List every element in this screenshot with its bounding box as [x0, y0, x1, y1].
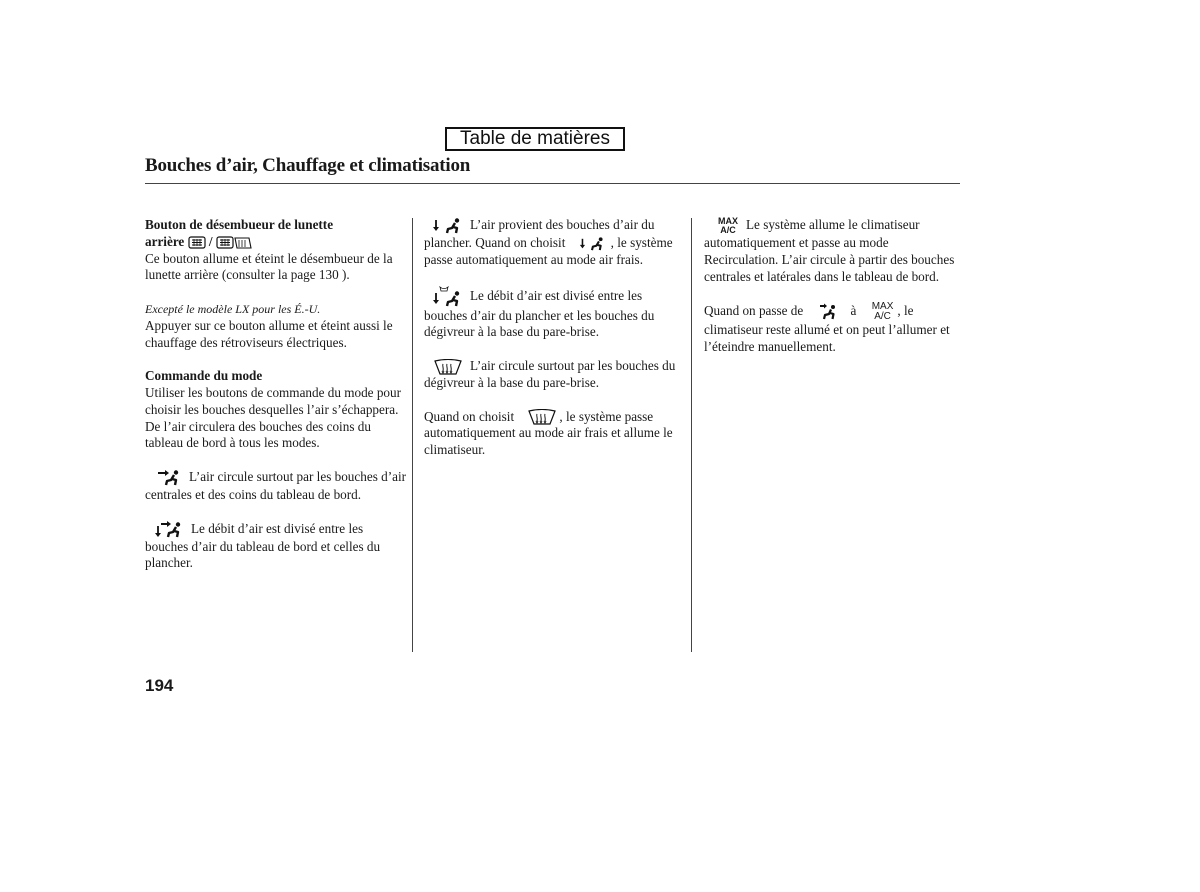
windshield-defrost-icon-inline [527, 409, 557, 425]
defrost-mode-text: L’air circule surtout par les bouches du dégivreur à la base du pare-brise. [424, 357, 676, 390]
floor-mode-icon-inline [579, 236, 605, 252]
vent-mode-text: L’air circule surtout par les bouches d’air centrales et des coins du tableau de bord. [145, 468, 407, 502]
floor-defrost-mode-icon [432, 286, 462, 308]
mirror-note: Excepté le modèle LX pour les É.-U. [145, 301, 321, 316]
defogger-heading-line2: arrière / [145, 234, 407, 251]
bilevel-mode-icon [155, 521, 183, 539]
column-divider-2 [691, 218, 692, 652]
windshield-defrost-icon [434, 359, 462, 375]
max-ac-icon-inline: MAX A/C [871, 301, 894, 323]
page-number: 194 [145, 676, 174, 695]
max-ac-icon: MAX A/C [718, 216, 738, 235]
rear-defogger-mirror-heater-icon [216, 236, 252, 250]
mode-heading: Commande du mode [145, 368, 263, 384]
column-2 [424, 217, 684, 459]
rear-defogger-icon [188, 236, 206, 250]
defogger-heading: Bouton de désembueur de lunette [145, 217, 334, 232]
max-ac-text: MAX A/C Le système allume le climatiseur automatiquement et passe au mode Recirculation. L’air circule à partir des bouches centrales et latérales dans le tableau de bord. [704, 216, 955, 284]
column-1 [145, 217, 407, 572]
mode-switch-text: Quand on passe de à MAX A/C , le climatiseur reste allumé et on peut l’allumer et l’éteindre manuellement. [704, 301, 950, 354]
vent-mode-icon-inline [819, 303, 837, 321]
floor-mode-text: L’air provient des bouches d’air du plancher. Quand on choisit , le système passe automatiquement au mode air frais. [424, 217, 673, 267]
mirror-description: Appuyer sur ce bouton allume et éteint aussi le chauffage des rétroviseurs électriques. [145, 317, 393, 350]
vent-mode-icon [157, 469, 181, 487]
title-divider [145, 183, 960, 184]
floor-mode-icon [432, 217, 462, 235]
defrost-auto-text: Quand on choisit , le système passe automatiquement au mode air frais et allume le climatiseur. [424, 408, 673, 458]
floor-defrost-mode-text: Le débit d’air est divisé entre les bouches d’air du plancher et les bouches du dégivreur à la base du pare-brise. [424, 286, 684, 342]
table-of-contents-button[interactable]: Table de matières [445, 127, 625, 151]
bilevel-mode-text: Le débit d’air est divisé entre les bouches d’air du tableau de bord et celles du plancher. [145, 520, 381, 571]
column-3 [704, 217, 962, 356]
mode-description: Utiliser les boutons de commande du mode pour choisir les bouches desquelles l’air s’échappera. De l’air circulera des bouches des coins du tableau de bord à tous les modes. [145, 384, 402, 451]
defogger-description: Ce bouton allume et éteint le désembueur de la lunette arrière (consulter la page 130 ). [145, 250, 393, 283]
page-title: Bouches d’air, Chauffage et climatisation [145, 155, 471, 176]
column-divider-1 [412, 218, 413, 652]
